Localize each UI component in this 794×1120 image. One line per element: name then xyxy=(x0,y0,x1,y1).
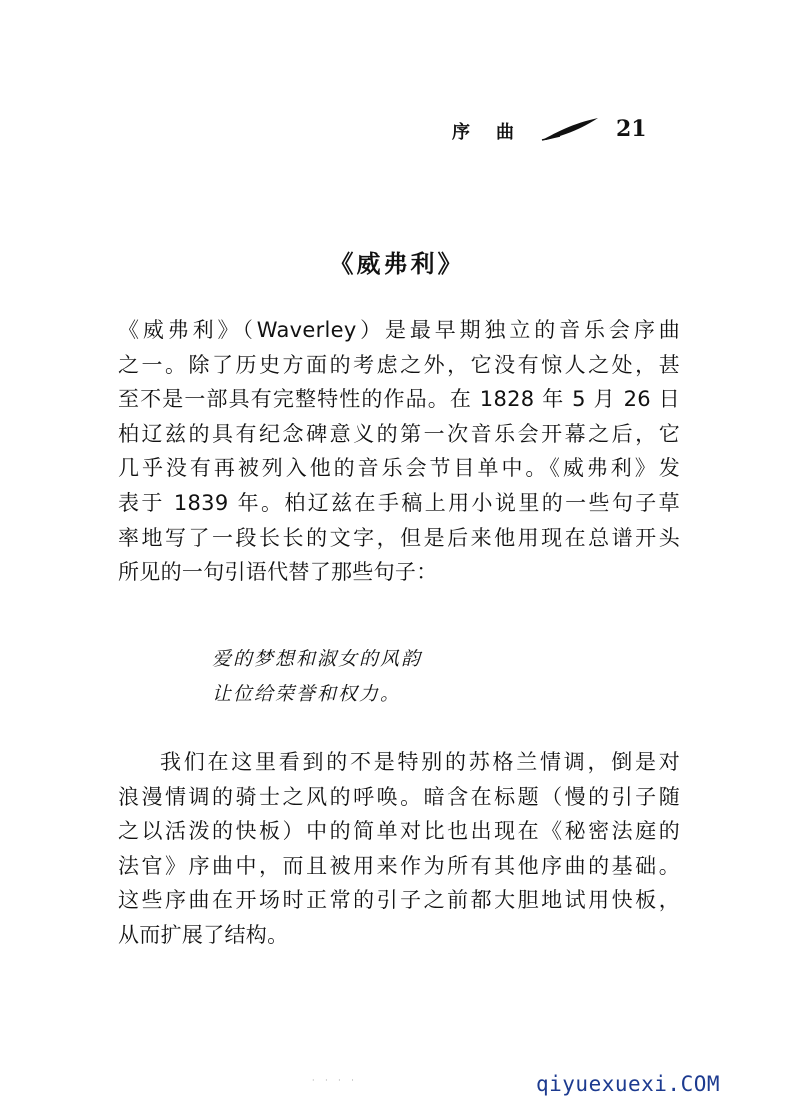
section-title: 序曲 xyxy=(452,122,540,143)
paragraph-1 xyxy=(118,313,680,590)
page-number: 21 xyxy=(616,116,647,142)
text-line: 至不是一部具有完整特性的作品。在 1828 年 5 月 26 日 xyxy=(118,387,680,412)
verse-line: 爱的梦想和淑女的风韵 xyxy=(212,648,423,670)
site-watermark: qiyuexuexi.COM xyxy=(536,1072,721,1096)
text-line: 我们在这里看到的不是特别的苏格兰情调，倒是对 xyxy=(160,750,680,774)
quoted-verse xyxy=(212,642,422,712)
text-line: 表于 1839 年。柏辽兹在手稿上用小说里的一些句子草 xyxy=(118,490,680,515)
text-line: 几乎没有再被列入他的音乐会节目单中。《威弗利》发 xyxy=(118,456,680,481)
paragraph-2 xyxy=(118,745,680,953)
text-line: 从而扩展了结构。 xyxy=(118,922,289,947)
text-line: 浪漫情调的骑士之风的呼唤。暗含在标题（慢的引子随 xyxy=(118,784,680,809)
scan-artifact-dots: · · · · xyxy=(312,1076,358,1085)
text-line: 之以活泼的快板）中的简单对比也出现在《秘密法庭的 xyxy=(118,819,680,844)
quill-pen-icon xyxy=(540,116,600,146)
running-header xyxy=(440,116,660,156)
article-title: 《威弗利》 xyxy=(329,250,465,278)
text-line: 《威弗利》（Waverley）是最早期独立的音乐会序曲 xyxy=(118,318,680,342)
text-line: 率地写了一段长长的文字，但是后来他用现在总谱开头 xyxy=(118,525,680,550)
text-line: 法官》序曲中，而且被用来作为所有其他序曲的基础。 xyxy=(118,853,680,878)
text-line: 之一。除了历史方面的考虑之外，它没有惊人之处，甚 xyxy=(118,352,680,377)
text-line: 柏辽兹的具有纪念碑意义的第一次音乐会开幕之后，它 xyxy=(118,421,680,446)
text-line: 这些序曲在开场时正常的引子之前都大胆地试用快板， xyxy=(118,888,680,913)
text-line: 所见的一句引语代替了那些句子： xyxy=(118,560,438,585)
verse-line: 让位给荣誉和权力。 xyxy=(212,683,402,705)
